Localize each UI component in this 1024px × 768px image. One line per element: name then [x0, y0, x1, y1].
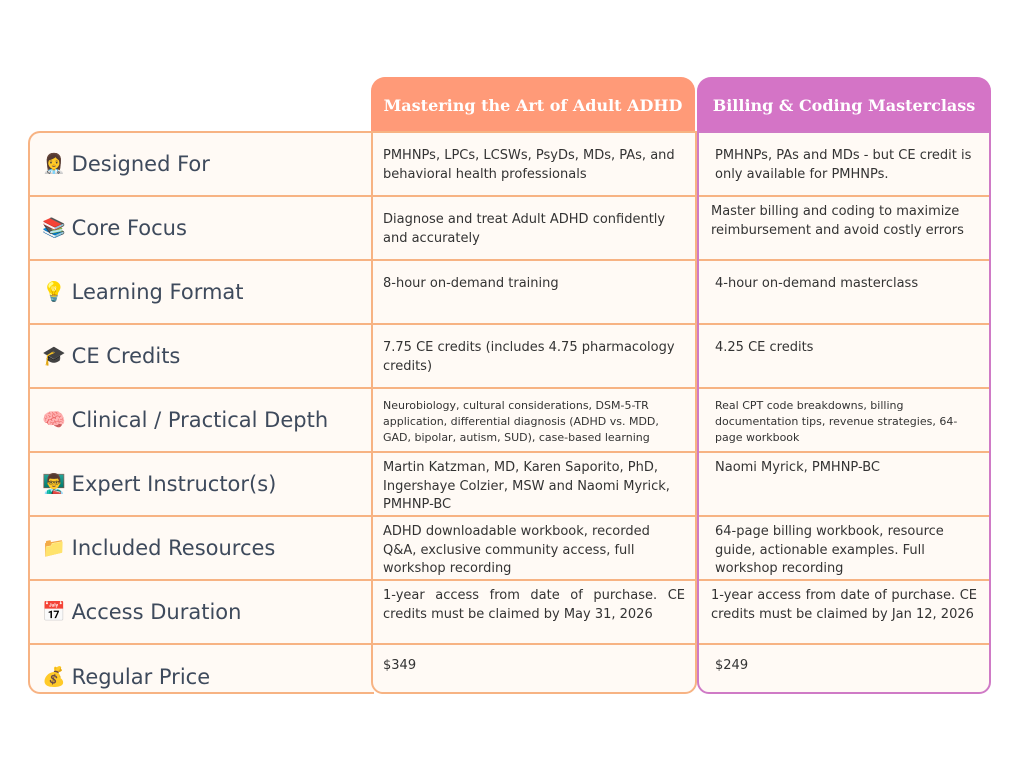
adhd-designed-for: PMHNPs, LPCs, LCSWs, PsyDs, MDs, PAs, and behavioral health professionals [373, 133, 695, 197]
header-adhd-course: Mastering the Art of Adult ADHD [371, 77, 695, 133]
header-billing-course: Billing & Coding Masterclass [697, 77, 991, 133]
row-label: Included Resources [71, 536, 276, 560]
row-label: CE Credits [71, 344, 181, 368]
adhd-course-column [371, 131, 697, 694]
row-label-designed-for [30, 133, 374, 197]
billing-designed-for: PMHNPs, PAs and MDs - but CE credit is only available for PMHNPs. [699, 133, 989, 197]
row-label-regular-price [30, 645, 374, 709]
adhd-core-focus: Diagnose and treat Adult ADHD confidently and accurately [373, 197, 695, 261]
row-label-expert-instructors [30, 453, 374, 517]
brain-icon: 🧠 [42, 409, 66, 431]
row-label-included-resources [30, 517, 374, 581]
light-bulb-icon: 💡 [42, 281, 66, 303]
adhd-learning-format: 8-hour on-demand training [373, 261, 695, 325]
calendar-icon: 📅 [42, 601, 66, 623]
money-bag-icon: 💰 [42, 666, 66, 688]
row-label: Learning Format [71, 280, 244, 304]
billing-instructor: Naomi Myrick, PMHNP-BC [699, 453, 989, 517]
row-labels-column [28, 131, 374, 694]
row-label-core-focus [30, 197, 374, 261]
row-label: Core Focus [71, 216, 187, 240]
health-worker-icon: 👩‍⚕️ [42, 153, 66, 175]
row-label-learning-format [30, 261, 374, 325]
adhd-clinical-depth: Neurobiology, cultural considerations, DSM-5-TR application, differential diagnosis (ADHD vs. MDD, GAD, bipolar, autism, SUD), case-based learning [373, 389, 695, 453]
billing-ce-credits: 4.25 CE credits [699, 325, 989, 389]
books-icon: 📚 [42, 217, 66, 239]
folder-icon: 📁 [42, 537, 66, 559]
row-label-clinical-depth [30, 389, 374, 453]
billing-learning-format: 4-hour on-demand masterclass [699, 261, 989, 325]
billing-practical-depth: Real CPT code breakdowns, billing documentation tips, revenue strategies, 64-page workbook [699, 389, 989, 453]
row-label-access-duration [30, 581, 374, 645]
billing-resources: 64-page billing workbook, resource guide, actionable examples. Full workshop recording [699, 517, 989, 581]
row-label: Expert Instructor(s) [71, 472, 277, 496]
row-label: Designed For [71, 152, 210, 176]
adhd-access-duration: 1-year access from date of purchase. CE credits must be claimed by May 31, 2026 [373, 581, 695, 645]
row-label: Regular Price [71, 665, 211, 689]
adhd-regular-price: $349 [383, 658, 417, 673]
billing-core-focus: Master billing and coding to maximize reimbursement and avoid costly errors [699, 197, 989, 261]
billing-access-duration: 1-year access from date of purchase. CE credits must be claimed by Jan 12, 2026 [699, 581, 989, 645]
billing-course-column [697, 131, 991, 694]
adhd-resources: ADHD downloadable workbook, recorded Q&A, exclusive community access, full workshop recording [373, 517, 695, 581]
row-label: Clinical / Practical Depth [71, 408, 329, 432]
row-label-ce-credits [30, 325, 374, 389]
adhd-instructors: Martin Katzman, MD, Karen Saporito, PhD, Ingershaye Colzier, MSW and Naomi Myrick, PMHNP-BC [373, 453, 695, 517]
adhd-ce-credits: 7.75 CE credits (includes 4.75 pharmacology credits) [373, 325, 695, 389]
graduation-cap-icon: 🎓 [42, 345, 66, 367]
billing-regular-price: $249 [715, 658, 749, 673]
row-label: Access Duration [71, 600, 242, 624]
teacher-icon: 👨‍🏫 [42, 473, 66, 495]
